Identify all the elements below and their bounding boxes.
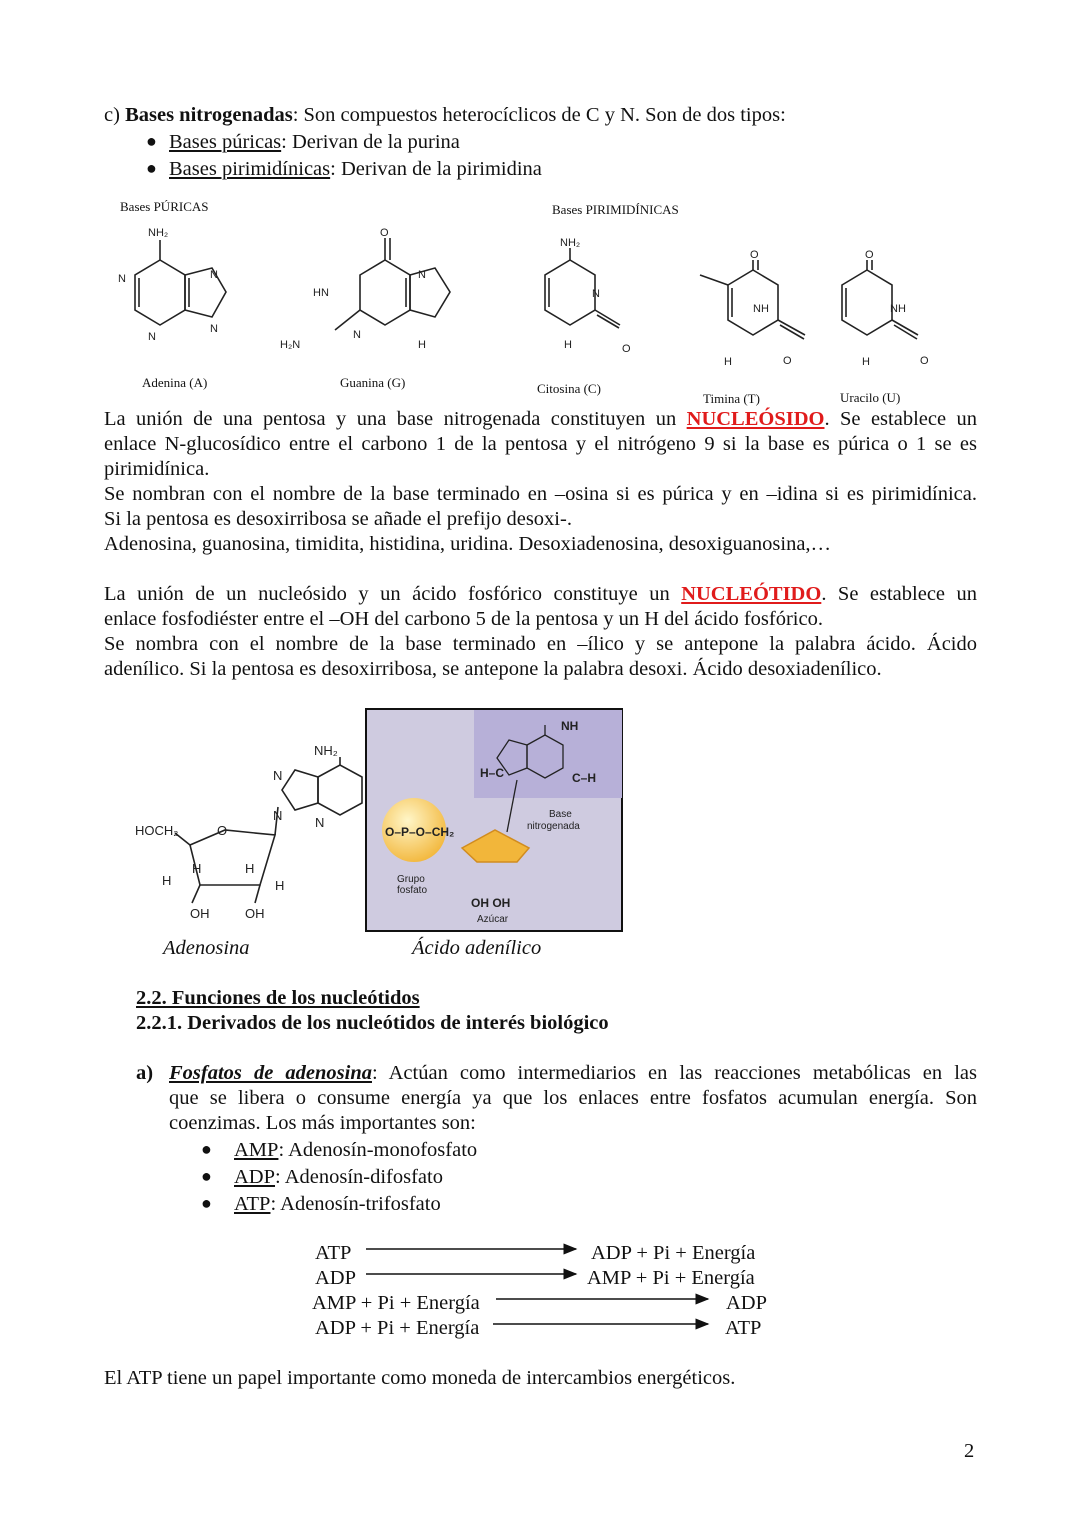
svg-text:H: H	[162, 873, 172, 888]
bullet-dot: ●	[201, 1193, 212, 1213]
reaction-3-right: ADP	[726, 1292, 768, 1314]
svg-text:O: O	[920, 355, 929, 367]
section-c-intro: c) Bases nitrogenadas: Son compuestos heterocíclicos de C y N. Son de dos tipos:	[104, 104, 786, 126]
bullet-dot: ●	[201, 1166, 212, 1186]
adenina-label: Adenina (A)	[142, 375, 208, 390]
nucleosido-line-6: Adenosina, guanosina, timidita, histidina, uridina. Desoxiadenosina, desoxiguanosina,…	[104, 533, 832, 555]
sugar-ring	[462, 830, 529, 862]
svg-text:Base: Base	[549, 809, 572, 820]
section-a-prefix: a)	[136, 1062, 154, 1084]
svg-text:O: O	[622, 343, 631, 355]
svg-text:N: N	[210, 269, 218, 281]
svg-text:Azúcar: Azúcar	[477, 914, 509, 925]
nucleosido-keyword: NUCLEÓSIDO	[686, 408, 825, 430]
svg-text:H: H	[418, 339, 426, 351]
svg-text:NH: NH	[753, 303, 769, 315]
svg-text:O: O	[217, 823, 228, 838]
adenine-structure	[135, 240, 226, 325]
svg-text:O: O	[865, 249, 874, 261]
bullet-atp: ATP: Adenosín-trifosfato	[234, 1193, 441, 1215]
base-nh-label: NH	[561, 719, 579, 733]
svg-text:O: O	[380, 227, 389, 239]
svg-text:N: N	[418, 269, 426, 281]
acido-adenilico-box	[365, 708, 623, 932]
uracilo-label: Uracilo (U)	[840, 390, 901, 405]
reaction-arrows	[300, 1240, 720, 1340]
nucleosido-line-1: La unión de una pentosa y una base nitrogenada constituyen un NUCLEÓSIDO. Se establece un	[104, 408, 978, 430]
svg-text:OH: OH	[190, 906, 210, 921]
svg-text:O: O	[750, 249, 759, 261]
adenosina-nh2-label: NH₂	[314, 743, 338, 758]
nucleosido-line-3: pirimidínica.	[104, 458, 210, 480]
cytosine-nh2-label: NH₂	[560, 237, 581, 249]
bullet-pirimidinicas: Bases pirimidínicas: Derivan de la pirimidina	[169, 158, 542, 180]
svg-text:NH: NH	[890, 303, 906, 315]
svg-text:OH OH: OH OH	[471, 896, 511, 910]
nucleotido-line-1: La unión de un nucleósido y un ácido fosfórico constituye un NUCLEÓTIDO. Se establece un	[104, 583, 977, 605]
page-number: 2	[964, 1440, 975, 1462]
svg-text:N: N	[148, 331, 156, 343]
svg-text:H: H	[564, 339, 572, 351]
nucleosido-line-2: enlace N-glucosídico entre el carbono 1 de la pentosa y el nitrógeno 9 si la base es púrica o 1 se es	[104, 433, 977, 455]
bullet-dot: ●	[146, 131, 157, 151]
reaction-1-left: ATP	[315, 1242, 352, 1264]
section-c-title: Bases nitrogenadas	[125, 104, 293, 126]
svg-text:H: H	[192, 861, 202, 876]
adenosina-caption: Adenosina	[163, 937, 250, 959]
svg-text:N: N	[118, 273, 126, 285]
timina-label: Timina (T)	[703, 391, 760, 406]
reaction-3-left: AMP + Pi + Energía	[312, 1292, 480, 1314]
section-221-heading: 2.2.1. Derivados de los nucleótidos de interés biológico	[136, 1012, 609, 1034]
nucleotido-line-4: adenílico. Si la pentosa es desoxirribosa, se antepone la palabra desoxi. Ácido desoxiadenílico.	[104, 658, 882, 680]
citosina-label: Citosina (C)	[537, 381, 601, 396]
adenosina-structure	[130, 735, 360, 930]
bases-figure	[100, 220, 980, 405]
section-a-line-2: que se libera o consume energía ya que los enlaces entre fosfatos acumulan energía. Son	[169, 1087, 977, 1109]
guanine-structure	[335, 238, 450, 330]
reaction-1-right: ADP + Pi + Energía	[591, 1242, 756, 1264]
section-a-line-3: coenzimas. Los más importantes son:	[169, 1112, 476, 1134]
svg-text:HN: HN	[313, 287, 329, 299]
phosphate-label: O–P–O–CH₂	[385, 825, 455, 839]
reaction-4-right: ATP	[725, 1317, 762, 1339]
svg-text:N: N	[273, 768, 283, 783]
adenosina-hoch2-label: HOCH₂	[135, 823, 179, 838]
section-a-line-1: Fosfatos de adenosina: Actúan como intermediarios en las reacciones metabólicas en las	[169, 1062, 978, 1084]
acido-adenilico-caption: Ácido adenílico	[412, 937, 542, 959]
bullet-dot: ●	[146, 158, 157, 178]
nucleotido-line-3: Se nombra con el nombre de la base terminado en –ílico y se antepone la palabra ácido. Ácido	[104, 633, 977, 655]
svg-text:C–H: C–H	[572, 771, 597, 785]
adenine-nh2-label: NH₂	[148, 227, 169, 239]
nucleosido-line-5: Si la pentosa es desoxirribosa se añade el prefijo desoxi-.	[104, 508, 572, 530]
svg-text:H: H	[275, 878, 285, 893]
bullet-amp: AMP: Adenosín-monofosfato	[234, 1139, 478, 1161]
reaction-2-left: ADP	[315, 1267, 357, 1289]
puricas-title: Bases PÚRICAS	[120, 199, 209, 214]
uracil-structure	[842, 260, 918, 339]
closing-text: El ATP tiene un papel importante como moneda de intercambios energéticos.	[104, 1367, 736, 1389]
bullet-dot: ●	[201, 1139, 212, 1159]
svg-text:H: H	[724, 356, 732, 368]
svg-text:OH: OH	[245, 906, 265, 921]
reaction-2-right: AMP + Pi + Energía	[587, 1267, 755, 1289]
reaction-4-left: ADP + Pi + Energía	[315, 1317, 480, 1339]
svg-text:N: N	[210, 323, 218, 335]
section-22-heading: 2.2. Funciones de los nucleótidos	[136, 987, 420, 1009]
svg-text:fosfato: fosfato	[397, 885, 428, 896]
svg-text:H₂N: H₂N	[280, 339, 301, 351]
guanina-label: Guanina (G)	[340, 375, 406, 390]
nucleosido-line-4: Se nombran con el nombre de la base terminado en –osina si es púrica y en –idina si es pirimidínica.	[104, 483, 977, 505]
bullet-adp: ADP: Adenosín-difosfato	[234, 1166, 443, 1188]
svg-text:H: H	[862, 356, 870, 368]
bullet-puricas: Bases púricas: Derivan de la purina	[169, 131, 460, 153]
pirimidinicas-title: Bases PIRIMIDÍNICAS	[552, 202, 679, 217]
svg-text:O: O	[783, 355, 792, 367]
svg-text:nitrogenada: nitrogenada	[527, 821, 580, 832]
nucleotido-keyword: NUCLEÓTIDO	[681, 583, 822, 605]
cytosine-structure	[545, 248, 620, 328]
svg-text:Grupo: Grupo	[397, 874, 425, 885]
svg-text:N: N	[353, 329, 361, 341]
svg-text:N: N	[315, 815, 325, 830]
section-a-title: Fosfatos de adenosina	[169, 1062, 372, 1084]
nucleotido-line-2: enlace fosfodiéster entre el –OH del carbono 5 de la pentosa y un H del ácido fosfórico.	[104, 608, 823, 630]
svg-text:N: N	[273, 808, 283, 823]
svg-text:N: N	[592, 288, 600, 300]
svg-text:H: H	[245, 861, 255, 876]
svg-text:H–C: H–C	[480, 766, 505, 780]
thymine-structure	[700, 260, 805, 339]
